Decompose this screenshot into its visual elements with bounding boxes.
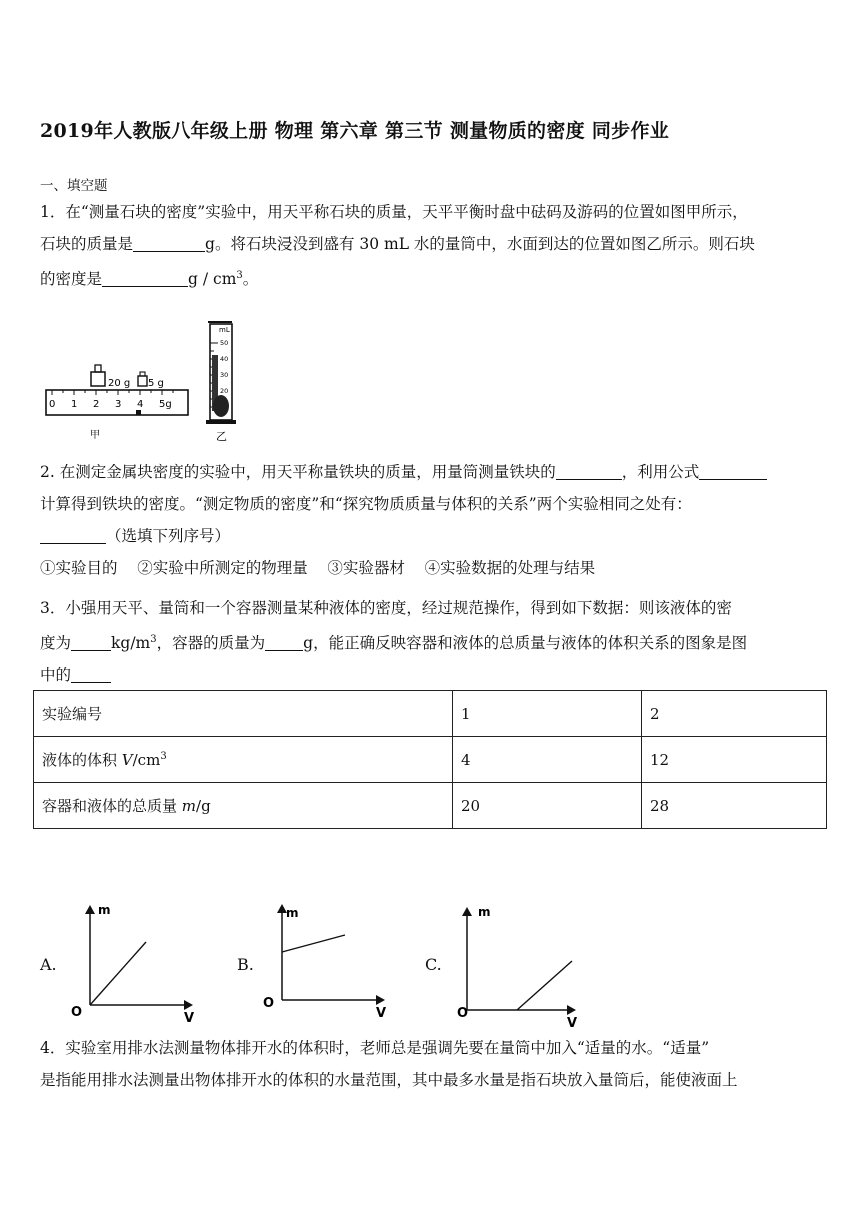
q3-text-b: kg/m	[111, 634, 151, 653]
svg-text:30: 30	[220, 371, 229, 379]
q1-line-3: 的密度是 g / $cm^3$。	[40, 270, 259, 289]
table-cell: 实验编号	[34, 691, 453, 737]
svg-text:0: 0	[49, 399, 56, 410]
q1-text-d: g / cm	[188, 270, 237, 289]
figure-jia-caption: 甲	[90, 430, 100, 441]
q3-line-2: 度为 $kg/m^3$，容器的质量为 g，能正确反映容器和液体的总质量与液体的体积关系的图象是图	[40, 634, 748, 653]
origin-label: O	[71, 1005, 83, 1020]
balance-figure	[44, 360, 194, 445]
q1-text-a: 石块的质量是	[40, 235, 134, 253]
q3-text-a: 度为	[40, 634, 72, 653]
graph-b[interactable]	[260, 895, 400, 1025]
table-row	[34, 737, 827, 783]
table-row	[34, 783, 827, 829]
weight-5g-label: 5 g	[148, 378, 164, 389]
q3-line-3	[40, 659, 826, 691]
axis-m-label: m	[478, 905, 491, 919]
q2-blank-options[interactable]	[40, 527, 106, 544]
q2-text-b: ，利用公式	[621, 463, 700, 481]
question-2	[40, 456, 826, 584]
table-cell: 液体的体积 $V/cm^3$	[34, 737, 453, 783]
svg-text:20: 20	[220, 387, 229, 395]
q2-blank-volume[interactable]	[556, 463, 622, 480]
option-b-label: B.	[237, 955, 254, 974]
q3-line-1: 3．小强用天平、量筒和一个容器测量某种液体的密度，经过规范操作，得到如下数据：则该液体的密	[40, 599, 732, 617]
question-4	[40, 1032, 826, 1096]
graph-b-line	[282, 935, 345, 952]
q1-text-e: 。	[242, 270, 259, 289]
weight-20g-label: 20 g	[108, 378, 131, 389]
axis-v-label: V	[567, 1016, 578, 1030]
axis-v-label: V	[184, 1011, 195, 1026]
option-a-label: A.	[40, 955, 57, 974]
graph-c[interactable]	[455, 900, 595, 1030]
figure-yi-caption: 乙	[216, 430, 227, 443]
svg-text:2: 2	[93, 399, 100, 410]
data-table	[33, 690, 827, 829]
q2-line-3	[40, 520, 826, 552]
origin-label: O	[263, 996, 275, 1011]
q3-blank-graph[interactable]	[71, 666, 111, 683]
weight-5g-icon	[138, 376, 147, 386]
question-3	[40, 592, 826, 691]
table-cell: 2	[642, 691, 827, 737]
table-cell: 28	[642, 783, 827, 829]
axis-m-label: m	[286, 906, 299, 920]
section-heading: 一、填空题	[40, 178, 108, 194]
stone-icon	[213, 395, 229, 417]
table-cell: 12	[642, 737, 827, 783]
page-title: 2019年人教版八年级上册 物理 第六章 第三节 测量物质的密度 同步作业	[40, 120, 670, 142]
q4-line-1: 4．实验室用排水法测量物体排开水的体积时，老师总是强调先要在量筒中加入“适量的水。“适量”	[40, 1039, 710, 1057]
graph-a-line	[90, 942, 146, 1005]
svg-text:1: 1	[71, 399, 78, 410]
table-cell: 容器和液体的总质量 m/g	[34, 783, 453, 829]
question-1	[40, 196, 826, 295]
q1-blank-density[interactable]	[102, 270, 188, 287]
q2-text-a: 2. 在测定金属块密度的实验中，用天平称量铁块的质量，用量筒测量铁块的	[40, 463, 556, 481]
beam-scale-labels	[49, 399, 172, 410]
origin-label: O	[457, 1006, 469, 1021]
q3-text-c: ，容器的质量为	[156, 634, 266, 653]
svg-text:3: 3	[115, 399, 122, 410]
q3-blank-mass[interactable]	[265, 634, 303, 651]
q3-blank-density[interactable]	[71, 634, 111, 651]
svg-text:5g: 5g	[159, 399, 172, 410]
cylinder-figure	[198, 318, 248, 443]
axis-v-label: V	[376, 1006, 387, 1021]
table-cell: 4	[453, 737, 642, 783]
q2-line-1	[40, 456, 826, 488]
q2-options: ①实验目的 ②实验中所测定的物理量 ③实验器材 ④实验数据的处理与结果	[40, 559, 596, 577]
table-cell: 1	[453, 691, 642, 737]
q4-line-2: 是指能用排水法测量出物体排开水的体积的水量范围，其中最多水量是指石块放入量筒后，能使液面上	[40, 1071, 738, 1089]
q2-blank-formula[interactable]	[699, 463, 767, 480]
q1-text-b: g。将石块浸没到盛有 30 mL 水的量筒中，水面到达的位置如图乙所示。则石块	[205, 235, 755, 253]
svg-text:50: 50	[220, 339, 229, 347]
table-cell: 20	[453, 783, 642, 829]
svg-text:mL: mL	[219, 326, 230, 334]
weight-20g-icon	[91, 372, 105, 386]
q3-text-e: 中的	[40, 666, 72, 685]
rider-icon	[136, 410, 141, 415]
q1-line-1: 1．在“测量石块的密度”实验中，用天平称石块的质量，天平平衡时盘中砝码及游码的位置如图甲所示，	[40, 203, 748, 221]
axis-m-label: m	[98, 903, 111, 917]
q2-line-2: 计算得到铁块的密度。“测定物质的密度”和“探究物质质量与体积的关系”两个实验相同之处有：	[40, 495, 692, 513]
q1-text-c: 的密度是	[40, 270, 103, 289]
graph-a[interactable]	[68, 900, 208, 1030]
q1-line-2	[40, 228, 826, 260]
svg-text:4: 4	[137, 399, 144, 410]
table-row	[34, 691, 827, 737]
q3-text-d: g，能正确反映容器和液体的总质量与液体的体积关系的图象是图	[303, 634, 748, 653]
q2-text-c: （选填下列序号）	[106, 527, 231, 545]
option-c-label: C.	[425, 955, 442, 974]
q1-blank-mass[interactable]	[133, 235, 205, 252]
svg-text:40: 40	[220, 355, 229, 363]
graph-c-line	[517, 961, 572, 1010]
